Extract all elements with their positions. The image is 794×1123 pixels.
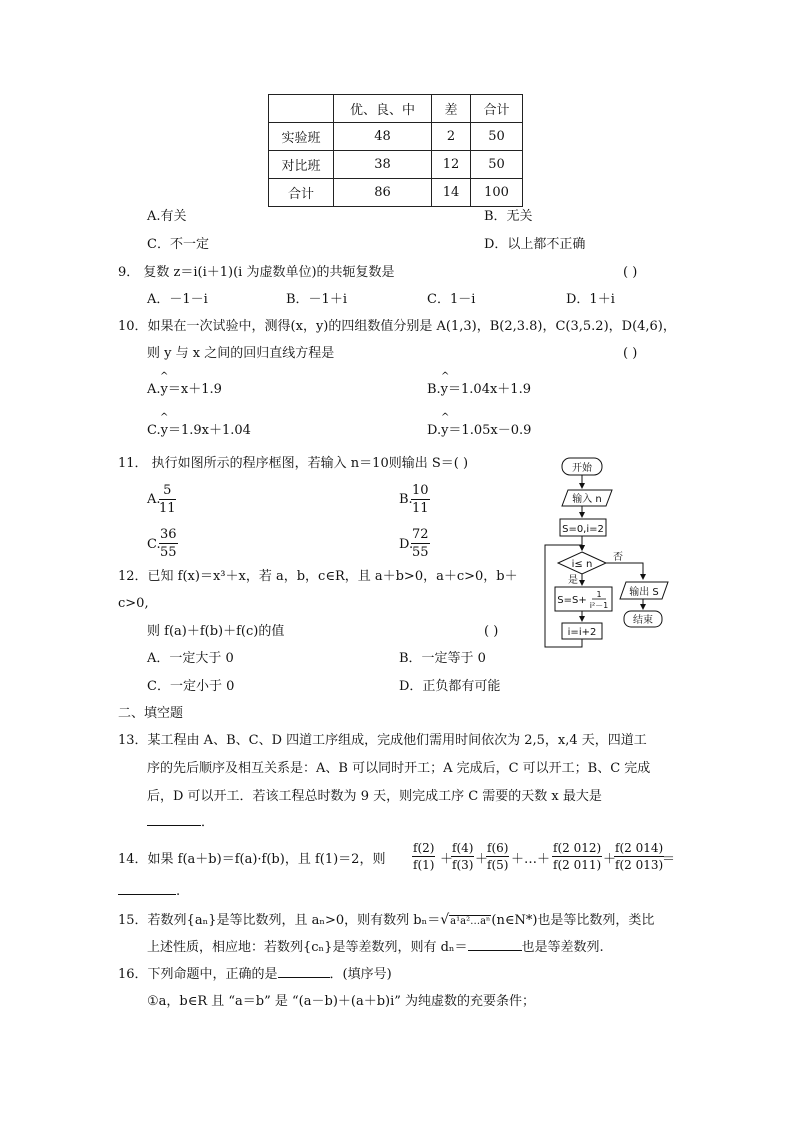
fraction-denominator: f(1) (413, 858, 435, 872)
q11-option-c-fraction (159, 528, 178, 559)
q12-option-b: B．一定等于 0 (399, 651, 486, 666)
q12-stem-cont: c>0, (118, 596, 149, 611)
hat-accent: ^ (441, 371, 450, 382)
answer-blank[interactable] (278, 977, 330, 978)
q10-option-d: D.y＝1.05x－0.9 (427, 423, 532, 438)
fraction-denominator: f(3) (452, 858, 474, 872)
fraction-denominator: f(2 013) (615, 858, 664, 872)
equals-sign: ＝ (662, 852, 676, 867)
q11-option-a-label: A. (147, 492, 161, 507)
q11-option-b-fraction (411, 484, 430, 515)
q10-stem: 10．如果在一次试验中，测得(x，y)的四组数值分别是 A(1,3)，B(2,3.8)，C(3,5.2)，D(4,6)， (118, 319, 676, 334)
q9-option-d: D．1＋i (566, 292, 615, 307)
q11-option-a-fraction (159, 484, 176, 515)
q16-stem-start: 16．下列命题中，正确的是 (118, 967, 278, 982)
plus-sign: ＋ (603, 852, 617, 867)
q8-option-c: C．不一定 (147, 237, 209, 252)
flowchart (540, 452, 680, 652)
q9-option-b: B．－1＋i (286, 292, 347, 307)
plus-sign: ＋ (440, 852, 454, 867)
score-table (268, 94, 523, 207)
table-header-cell: 优、良、中 (334, 95, 432, 123)
flowchart-update-i-label: i=i+2 (567, 627, 597, 638)
table-header-row (269, 95, 523, 123)
q11-option-d-label: D. (399, 537, 414, 552)
table-cell: 合计 (269, 179, 334, 207)
q14-fraction-2 (451, 842, 474, 871)
table-cell: 对比班 (269, 151, 334, 179)
q10-option-b: B.y＝1.04x＋1.9 (427, 382, 531, 397)
table-cell: 50 (471, 123, 523, 151)
fraction-denominator: 55 (160, 545, 177, 560)
fraction-denominator: f(2 011) (553, 858, 602, 872)
q11-option-d-fraction (411, 528, 430, 559)
hat-accent: ^ (160, 412, 169, 423)
answer-blank[interactable] (118, 894, 176, 895)
q13-answer-line (147, 816, 214, 829)
hat-accent: ^ (441, 412, 450, 423)
table-row (269, 151, 523, 179)
fraction-denominator: i²－1 (589, 601, 609, 610)
q12-stem-line2: 则 f(a)＋f(b)＋f(c)的值 (147, 624, 285, 639)
table-cell: 86 (334, 179, 432, 207)
q13-line2: 序的先后顺序及相互关系是：A、B 可以同时开工；A 完成后，C 可以开工；B、C 完成 (147, 761, 651, 776)
flowchart-output-label: 输出 S (629, 587, 659, 598)
table-row (269, 123, 523, 151)
q8-option-d: D．以上都不正确 (484, 237, 586, 252)
q11-option-b-label: B. (399, 492, 413, 507)
fraction-numerator: 1 (596, 590, 602, 599)
fraction-denominator: 55 (412, 545, 429, 560)
q9-option-c: C．1－i (427, 292, 476, 307)
q14-answer-line (118, 885, 180, 898)
table-header-cell: 差 (432, 95, 471, 123)
q13-period: ． (201, 815, 215, 830)
q14-fraction-4 (552, 842, 602, 871)
ellipsis-terms: ＋…＋ (511, 852, 551, 867)
q9-answer-paren: ( ) (623, 265, 638, 280)
flowchart-init-label: S=0,i=2 (562, 524, 604, 535)
q12-stem: 12．已知 f(x)＝x³＋x，若 a，b，c∈R，且 a＋b>0，a＋c>0，b＋ (118, 569, 518, 584)
q15-line1-start: 15．若数列{aₙ}是等比数列，且 aₙ>0，则有数列 bₙ＝ (118, 913, 441, 928)
fraction-numerator: 36 (160, 527, 177, 542)
q9-option-a: A．－1－i (147, 292, 208, 307)
q10-option-c: C.y＝1.9x＋1.04 (147, 423, 251, 438)
table-cell: 48 (334, 123, 432, 151)
q12-answer-paren: ( ) (484, 624, 499, 639)
table-cell: 12 (432, 151, 471, 179)
table-cell: 2 (432, 123, 471, 151)
q14-period: . (176, 884, 181, 899)
q10-stem-line2: 则 y 与 x 之间的回归直线方程是 (147, 346, 335, 361)
q8-option-b: B．无关 (484, 209, 533, 224)
q12-option-d: D．正负都有可能 (399, 679, 501, 694)
plus-sign: ＋ (475, 852, 489, 867)
fraction-numerator: f(4) (452, 841, 474, 855)
fraction-numerator: 10 (412, 483, 429, 498)
q14-fraction-3 (486, 842, 509, 871)
q15-line2-end: 也是等差数列. (521, 940, 604, 955)
table-row (269, 179, 523, 207)
fraction-denominator: 11 (412, 501, 429, 516)
q16-item-1: ①a，b∈R 且 “a＝b” 是 “(a－b)＋(a＋b)i” 为纯虚数的充要条件； (147, 994, 536, 1009)
section-heading: 二、填空题 (118, 706, 184, 721)
fraction-numerator: f(2 012) (553, 841, 602, 855)
table-cell: 50 (471, 151, 523, 179)
flowchart-input-label: 输入 n (572, 494, 602, 505)
table-header-cell: 合计 (471, 95, 523, 123)
q16-stem (118, 968, 392, 981)
flowchart-update-s-label: S=S+ (557, 595, 587, 606)
hat-accent: ^ (160, 371, 169, 382)
flowchart-end-label: 结束 (633, 615, 653, 626)
answer-blank[interactable] (468, 950, 522, 951)
q14-fraction-5 (614, 842, 664, 871)
q15-line2-start: 上述性质，相应地：若数列{cₙ}是等差数列，则有 dₙ＝ (147, 940, 468, 955)
q16-stem-end: ．(填序号) (329, 967, 392, 982)
fraction-denominator: 11 (159, 501, 176, 516)
q14-fraction-1 (412, 842, 435, 871)
table-cell: 实验班 (269, 123, 334, 151)
flowchart-yes-label: 是 (568, 575, 578, 586)
answer-blank[interactable] (147, 825, 201, 826)
fraction-numerator: 72 (412, 527, 429, 542)
q13-line1: 13．某工程由 A、B、C、D 四道工序组成，完成他们需用时间依次为 2,5，x,4 天，四道工 (118, 733, 647, 748)
q13-line3: 后，D 可以开工．若该工程总时数为 9 天，则完成工序 C 需要的天数 x 最大是 (147, 789, 602, 804)
fraction-numerator: f(6) (487, 841, 509, 855)
table-cell: 38 (334, 151, 432, 179)
fraction-numerator: f(2) (413, 841, 435, 855)
q15-line1: 15．若数列{aₙ}是等比数列，且 aₙ>0，则有数列 bₙ＝√a¹a²…aⁿ(n∈N*)也是等比数列，类比 (118, 912, 655, 928)
flowchart-start-label: 开始 (572, 463, 592, 474)
table-cell: 100 (471, 179, 523, 207)
fraction-numerator: f(2 014) (615, 841, 664, 855)
flowchart-no-label: 否 (613, 552, 623, 563)
flowchart-condition-label: i≤ n (571, 559, 593, 570)
q9-stem: 9． 复数 z＝i(i＋1)(i 为虚数单位)的共轭复数是 (118, 265, 395, 280)
q10-answer-paren: ( ) (623, 346, 638, 361)
q15-line2 (147, 941, 604, 954)
q8-option-a: A.有关 (147, 209, 187, 224)
q10-option-a: A.y＝x＋1.9 (147, 382, 222, 397)
q11-option-c-label: C. (147, 537, 161, 552)
table-header-cell (269, 95, 334, 123)
q12-option-c: C．一定小于 0 (147, 679, 235, 694)
fraction-numerator: 5 (159, 484, 176, 500)
q12-option-a: A．一定大于 0 (147, 651, 234, 666)
q15-line1-end: (n∈N*)也是等比数列，类比 (491, 913, 655, 928)
q11-stem: 11． 执行如图所示的程序框图，若输入 n＝10则输出 S＝( ) (118, 456, 469, 471)
table-cell: 14 (432, 179, 471, 207)
fraction-denominator: f(5) (487, 858, 509, 872)
q15-radicand: a¹a²…aⁿ (450, 916, 491, 927)
q14-stem: 14．如果 f(a＋b)＝f(a)·f(b)，且 f(1)＝2，则 (118, 852, 386, 867)
